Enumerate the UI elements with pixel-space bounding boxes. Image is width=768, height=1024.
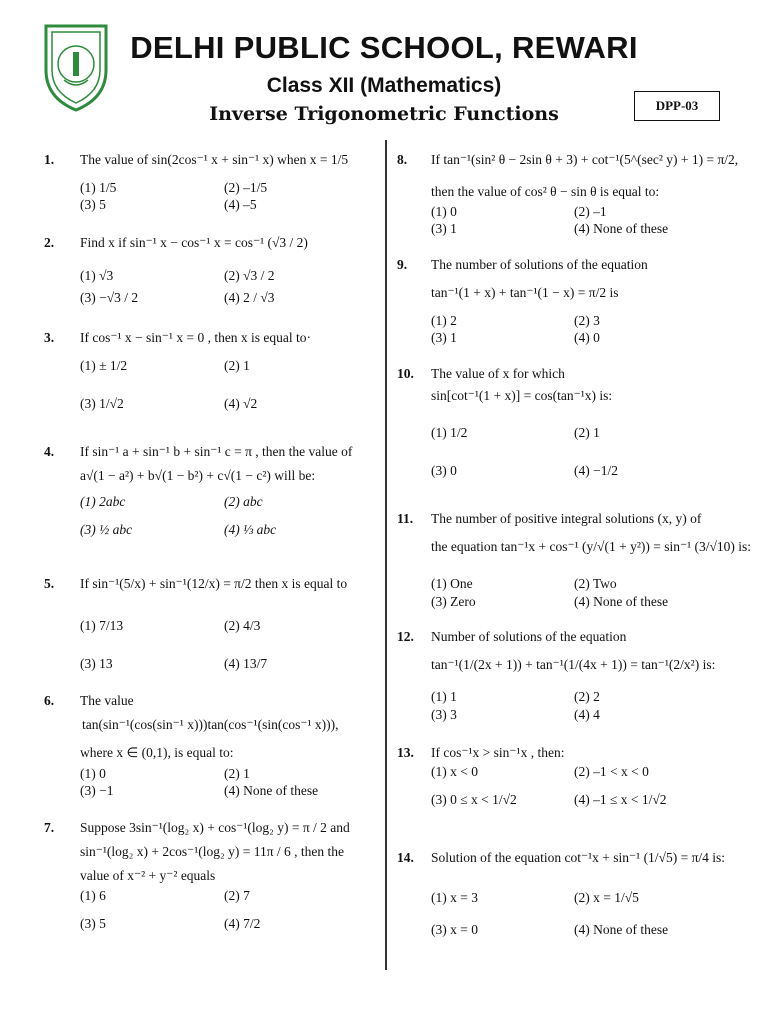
question-number: 12.	[397, 629, 414, 644]
question-text-line2: tan⁻¹(1/(2x + 1)) + tan⁻¹(1/(4x + 1)) = tan⁻¹(2/x²) is:	[431, 657, 716, 672]
question-number: 2.	[44, 235, 55, 250]
option-1: (1) 0	[431, 204, 457, 219]
question-text-line2: tan⁻¹(1 + x) + tan⁻¹(1 − x) = π/2 is	[431, 285, 619, 300]
option-3: (3) −1	[80, 783, 114, 798]
option-1: (1) x < 0	[431, 764, 478, 779]
option-4: (4) None of these	[574, 922, 669, 937]
option-4: (4) 4	[574, 707, 600, 722]
option-4: (4) 13/7	[224, 656, 268, 671]
question-text: If sin⁻¹(5/x) + sin⁻¹(12/x) = π/2 then x is equal to	[80, 576, 348, 591]
class-title: Class XII (Mathematics)	[266, 74, 502, 97]
option-1: (1) ± 1/2	[80, 358, 128, 373]
option-1: (1) x = 3	[431, 890, 478, 905]
option-3: (3) 0 ≤ x < 1/√2	[431, 792, 517, 807]
option-3: (3) 13	[80, 656, 113, 671]
question-number: 9.	[397, 257, 408, 272]
option-1: (1) 1/5	[80, 180, 117, 195]
option-2: (2) x = 1/√5	[574, 890, 639, 905]
question-text-line2: sin⁻¹(log₂ x) + 2cos⁻¹(log₂ y) = 11π / 6 , then the	[80, 844, 345, 859]
option-4: (4) –5	[224, 197, 257, 212]
option-4: (4) √2	[224, 396, 258, 411]
question-text: The number of solutions of the equation	[431, 257, 648, 272]
question-text-line3: value of x⁻² + y⁻² equals	[80, 868, 216, 883]
option-1: (1) 2abc	[80, 494, 126, 509]
question-text: The value of x for which	[431, 366, 565, 381]
question-text-line3: where x ∈ (0,1), is equal to:	[80, 745, 234, 760]
question-text-line2: then the value of cos² θ − sin θ is equal to:	[431, 184, 660, 199]
option-1: (1) 0	[80, 766, 106, 781]
option-2: (2) 2	[574, 689, 600, 704]
option-3: (3) 1/√2	[80, 396, 124, 411]
option-2: (2) 3	[574, 313, 600, 328]
question-text: If tan⁻¹(sin² θ − 2sin θ + 3) + cot⁻¹(5^(sec² y) + 1) = π/2,	[431, 152, 739, 167]
option-4: (4) 2 / √3	[224, 290, 275, 305]
question-number: 4.	[44, 444, 55, 459]
option-1: (1) 1/2	[431, 425, 468, 440]
option-4: (4) 0	[574, 330, 600, 345]
question-text: Suppose 3sin⁻¹(log₂ x) + cos⁻¹(log₂ y) = π / 2 and	[80, 820, 350, 835]
option-4: (4) ⅓ abc	[224, 522, 277, 537]
question-number: 8.	[397, 152, 408, 167]
question-number: 6.	[44, 693, 55, 708]
option-2: (2) √3 / 2	[224, 268, 275, 283]
option-3: (3) 1	[431, 330, 457, 345]
question-text: If cos⁻¹x > sin⁻¹x , then:	[431, 745, 565, 760]
option-2: (2) –1/5	[224, 180, 268, 195]
option-3: (3) 3	[431, 707, 457, 722]
option-2: (2) 7	[224, 888, 250, 903]
option-3: (3) 0	[431, 463, 457, 478]
question-number: 13.	[397, 745, 414, 760]
option-4: (4) −1/2	[574, 463, 618, 478]
option-3: (3) 5	[80, 916, 106, 931]
option-2: (2) –1 < x < 0	[574, 764, 649, 779]
question-text: The value	[80, 693, 134, 708]
question-text-line2: a√(1 − a²) + b√(1 − b²) + c√(1 − c²) will be:	[80, 468, 316, 483]
option-4: (4) None of these	[574, 594, 669, 609]
option-2: (2) Two	[574, 576, 617, 591]
question-text: If cos⁻¹ x − sin⁻¹ x = 0 , then x is equal to·	[80, 330, 312, 345]
question-number: 10.	[397, 366, 414, 381]
topic-title: Inverse Trigonometric Functions	[209, 103, 559, 125]
question-text: Solution of the equation cot⁻¹x + sin⁻¹ (1/√5) = π/4 is:	[431, 850, 726, 865]
option-4: (4) None of these	[574, 221, 669, 236]
question-number: 3.	[44, 330, 55, 345]
school-name: DELHI PUBLIC SCHOOL, REWARI	[130, 30, 638, 65]
option-3: (3) 5	[80, 197, 106, 212]
column-divider	[385, 140, 387, 970]
option-1: (1) √3	[80, 268, 114, 283]
question-number: 5.	[44, 576, 55, 591]
option-2: (2) –1	[574, 204, 607, 219]
option-1: (1) 6	[80, 888, 106, 903]
dpp-code-box: DPP-03	[634, 91, 720, 121]
option-2: (2) abc	[224, 494, 263, 509]
question-text: The value of sin(2cos⁻¹ x + sin⁻¹ x) when x = 1/5	[80, 152, 349, 167]
option-1: (1) 2	[431, 313, 457, 328]
option-3: (3) Zero	[431, 594, 476, 609]
question-number: 1.	[44, 152, 55, 167]
question-number: 14.	[397, 850, 414, 865]
option-2: (2) 1	[574, 425, 600, 440]
question-text-line2: sin[cot⁻¹(1 + x)] = cos(tan⁻¹x) is:	[431, 388, 613, 403]
question-text-line2: tan(sin⁻¹(cos(sin⁻¹ x)))tan(cos⁻¹(sin(cos⁻¹ x))),	[82, 717, 339, 732]
option-4: (4) –1 ≤ x < 1/√2	[574, 792, 667, 807]
question-text: Number of solutions of the equation	[431, 629, 627, 644]
question-text: If sin⁻¹ a + sin⁻¹ b + sin⁻¹ c = π , then the value of	[80, 444, 353, 459]
option-3: (3) −√3 / 2	[80, 290, 139, 305]
option-1: (1) One	[431, 576, 473, 591]
option-2: (2) 1	[224, 766, 250, 781]
option-3: (3) x = 0	[431, 922, 478, 937]
option-2: (2) 1	[224, 358, 250, 373]
question-text: The number of positive integral solutions (x, y) of	[431, 511, 702, 526]
option-3: (3) ½ abc	[80, 522, 133, 537]
question-text: Find x if sin⁻¹ x − cos⁻¹ x = cos⁻¹ (√3 / 2)	[80, 235, 308, 250]
option-4: (4) None of these	[224, 783, 319, 798]
option-2: (2) 4/3	[224, 618, 261, 633]
question-number: 7.	[44, 820, 55, 835]
option-1: (1) 7/13	[80, 618, 124, 633]
option-4: (4) 7/2	[224, 916, 261, 931]
question-text-line2: the equation tan⁻¹x + cos⁻¹ (y/√(1 + y²)) = sin⁻¹ (3/√10) is:	[431, 539, 752, 554]
option-3: (3) 1	[431, 221, 457, 236]
question-number: 11.	[397, 511, 414, 526]
option-1: (1) 1	[431, 689, 457, 704]
